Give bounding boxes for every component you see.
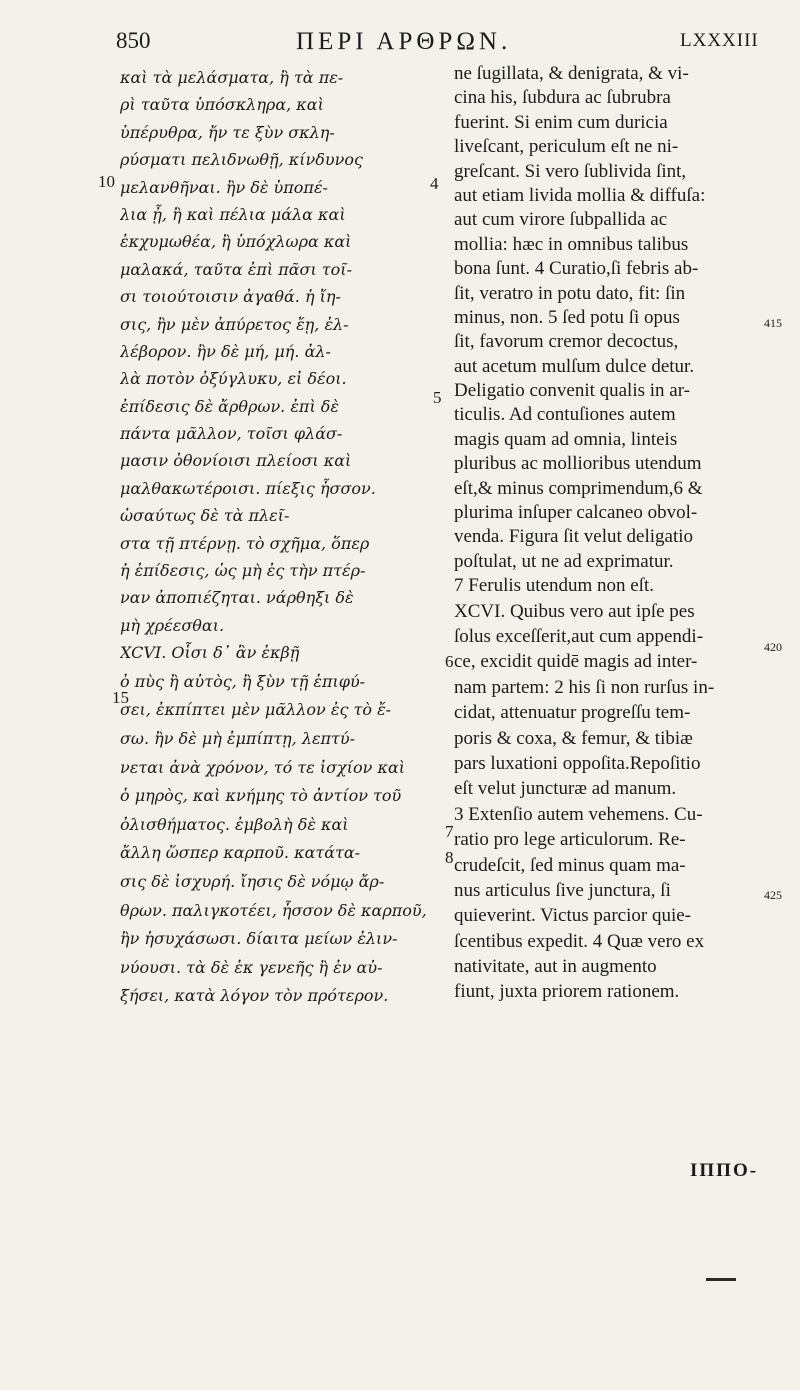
latin-section-heading: XCVI. Quibus vero aut ipſe pes (454, 600, 695, 622)
greek-line: μασιν ὀθονίοισι πλείοσι καὶ (120, 451, 352, 471)
latin-line: nam partem: 2 his ſi non rurſus in- (454, 676, 715, 698)
running-title: ΠΕΡΙ ΑΡΘΡΩΝ. (296, 28, 512, 55)
latin-text-column (454, 62, 790, 1005)
latin-line: ſcentibus expedit. 4 Quæ vero ex (454, 930, 705, 952)
catchword: ΙΠΠΟ- (690, 1160, 759, 1181)
greek-line: στα τῇ πτέρνῃ. τὸ σχῆμα, ὅπερ (120, 533, 370, 553)
latin-line: venda. Figura ſit velut deligatio (454, 526, 694, 548)
greek-line: σι τοιούτοισιν ἀγαθά. ἡ ἴη- (120, 287, 341, 307)
latin-line: 3 Extenſio autem vehemens. Cu- (454, 803, 703, 825)
latin-line: aut acetum mulſum dulce detur. (454, 355, 695, 377)
margin-line-number: 6 (445, 652, 454, 671)
greek-line: σις δὲ ἰσχυρή. ἴησις δὲ νόμῳ ἄρ- (120, 871, 385, 891)
margin-line-number: 425 (764, 888, 782, 902)
greek-line: θρων. παλιγκοτέει, ἧσσον δὲ καρποῦ, (120, 900, 427, 920)
latin-line: cina his, ſubdura ac ſubrubra (454, 87, 671, 109)
page-number: 850 (116, 28, 151, 53)
greek-line: ὡσαύτως δὲ τὰ πλεῖ- (120, 506, 290, 526)
latin-line: minus, non. 5 ſed potu ſi opus (454, 306, 680, 328)
latin-line: nativitate, aut in augmento (454, 956, 657, 978)
latin-line: fuerint. Si enim cum duricia (454, 111, 668, 133)
margin-line-number: 7 (445, 822, 454, 841)
latin-line: ſit, veratro in potu dato, fit: ſin (454, 282, 686, 304)
latin-line: greſcant. Si vero ſublivida ſint, (454, 160, 687, 182)
greek-line: μὴ χρέεσθαι. (120, 615, 225, 635)
latin-line: ratio pro lege articulorum. Re- (454, 829, 686, 851)
latin-line: mollia: hæc in omnibus talibus (454, 233, 689, 255)
latin-line: crudeſcit, ſed minus quam ma- (454, 854, 686, 876)
latin-line: cidat, attenuatur progreſſu tem- (454, 702, 691, 724)
greek-line: ρύσματι πελιδνωθῇ, κίνδυνος (120, 150, 363, 170)
greek-line: ὑπέρυθρα, ἤν τε ξὺν σκλη- (120, 122, 335, 142)
latin-line: poſtulat, ut ne ad exprimatur. (454, 550, 674, 572)
latin-line: quieverint. Victus parcior quie- (454, 905, 691, 927)
latin-line: plurima inſuper calcaneo obvol- (454, 502, 698, 524)
greek-line: νεται ἀνὰ χρόνον, τό τε ἰσχίον καὶ (120, 757, 406, 777)
greek-line: ὁ μηρὸς, καὶ κνήμης τὸ ἀντίον τοῦ (120, 786, 402, 806)
section-number: LXXXIII (680, 30, 759, 51)
margin-line-number: 10 (98, 172, 115, 191)
latin-line: eſt velut juncturæ ad manum. (454, 778, 677, 800)
bottom-rule (706, 1278, 736, 1281)
greek-section-heading: XCVI. Οἷσι δ᾽ ἂν ἐκβῇ (120, 643, 300, 663)
latin-line: ſolus exceſſerit,aut cum appendi- (454, 625, 704, 647)
greek-line: μελανθῆναι. ἢν δὲ ὑποπέ- (120, 177, 328, 197)
greek-line: ἡ ἐπίδεσις, ὡς μὴ ἐς τὴν πτέρ- (120, 561, 366, 581)
latin-line: liveſcant, periculum eſt ne ni- (454, 136, 679, 158)
greek-line: λὰ ποτὸν ὀξύγλυκυ, εἰ δέοι. (120, 369, 347, 389)
greek-line: σις, ἢν μὲν ἀπύρετος ἔῃ, ἐλ- (120, 314, 349, 334)
latin-line: Deligatio convenit qualis in ar- (454, 380, 690, 402)
latin-line: ne ſugillata, & denigrata, & vi- (454, 63, 689, 84)
margin-line-number: 420 (764, 640, 782, 654)
greek-line: μαλθακωτέροισι. πίεξις ἧσσον. (120, 478, 376, 498)
latin-line: aut cum virore ſubpallida ac (454, 209, 668, 231)
margin-line-number: 8 (445, 848, 454, 867)
latin-line: eſt,& minus comprimendum,6 & (454, 477, 703, 499)
greek-line: λέβορον. ἢν δὲ μή, μή. ἀλ- (120, 341, 331, 361)
latin-line: ticulis. Ad contuſiones autem (454, 404, 676, 426)
latin-line: bona ſunt. 4 Curatio,ſi febris ab- (454, 258, 699, 280)
greek-line: μαλακά, ταῦτα ἐπὶ πᾶσι τοῖ- (120, 259, 352, 279)
margin-line-number: 5 (433, 388, 442, 407)
margin-line-number: 4 (430, 174, 439, 193)
latin-line: pluribus ac mollioribus utendum (454, 453, 702, 475)
latin-line: ce, excidit quidē magis ad inter- (454, 651, 698, 673)
greek-line: ξήσει, κατὰ λόγον τὸν πρότερον. (120, 986, 389, 1006)
margin-line-number: 415 (764, 316, 782, 330)
greek-line: ἢν ἡσυχάσωσι. δίαιτα μείων ἐλιν- (120, 929, 398, 949)
greek-line: ναν ἀποπιέζηται. νάρθηξι δὲ (120, 588, 354, 608)
latin-line: magis quam ad omnia, linteis (454, 428, 678, 450)
greek-text-column (120, 64, 435, 1011)
greek-line: ρὶ ταῦτα ὑπόσκληρα, καὶ (120, 95, 324, 115)
margin-line-number: 15 (112, 688, 129, 707)
latin-line: nus articulus ſive junctura, ſi (454, 879, 671, 901)
latin-line: poris & coxa, & femur, & tibiæ (454, 727, 693, 749)
greek-line: ὀλισθήματος. ἐμβολὴ δὲ καὶ (120, 814, 349, 834)
greek-line: ἐπίδεσις δὲ ἄρθρων. ἐπὶ δὲ (120, 396, 340, 416)
latin-line: 7 Ferulis utendum non eſt. (454, 575, 655, 597)
latin-line: fiunt, juxta priorem rationem. (454, 981, 680, 1003)
latin-line: ſit, favorum cremor decoctus, (454, 331, 679, 353)
greek-line: νύουσι. τὰ δὲ ἐκ γενεῆς ἢ ἐν αὐ- (120, 957, 383, 977)
latin-line: pars luxationi oppoſita.Repoſitio (454, 752, 701, 774)
greek-line: ἐκχυμωθέα, ἢ ὑπόχλωρα καὶ (120, 232, 352, 252)
greek-line: σει, ἐκπίπτει μὲν μᾶλλον ἐς τὸ ἔ- (120, 700, 392, 720)
latin-line: aut etiam livida mollia & diffuſa: (454, 184, 706, 206)
greek-line: σω. ἢν δὲ μὴ ἐμπίπτῃ, λεπτύ- (120, 728, 356, 748)
greek-line: ἄλλη ὥσπερ καρποῦ. κατάτα- (120, 843, 361, 863)
greek-line: λια ᾖ, ἢ καὶ πέλια μάλα καὶ (120, 204, 346, 224)
greek-line: πάντα μᾶλλον, τοῖσι φλάσ- (120, 424, 343, 444)
greek-line: ὁ πὺς ἢ αὐτὸς, ἢ ξὺν τῇ ἐπιφύ- (120, 671, 366, 691)
greek-line: καὶ τὰ μελάσματα, ἢ τὰ πε- (120, 68, 344, 87)
